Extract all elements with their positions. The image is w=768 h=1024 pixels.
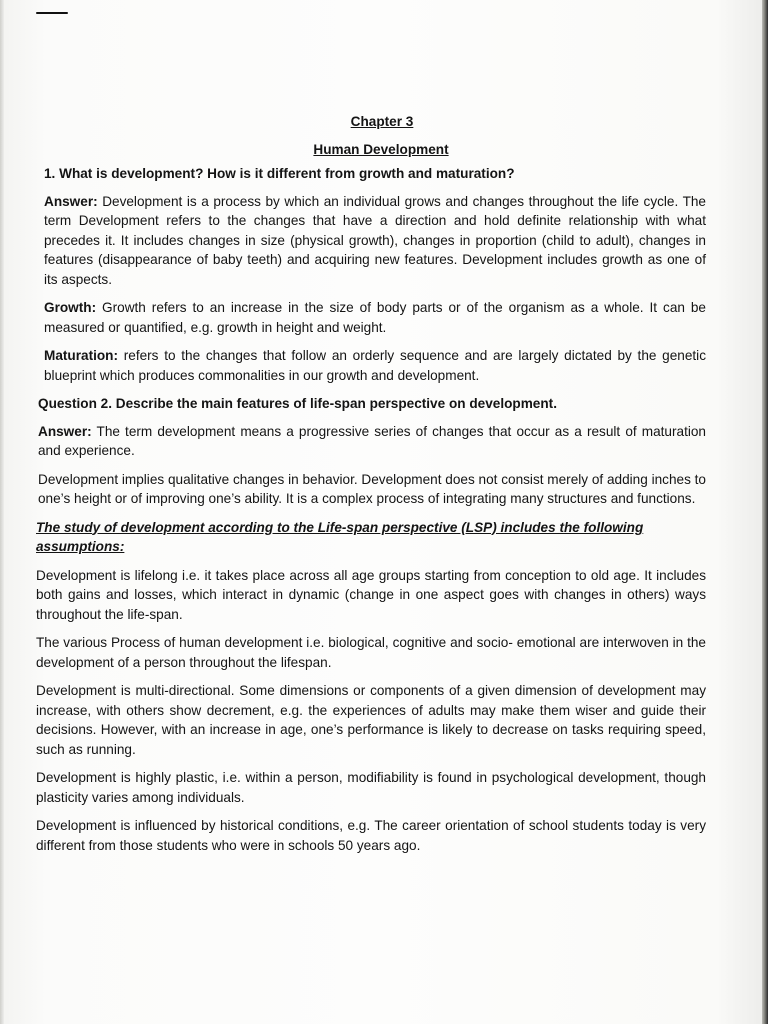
plastic-paragraph: Development is highly plastic, i.e. within a person, modifiability is found in psychological development, though plasticity varies among individuals.	[36, 770, 706, 805]
historical-paragraph: Development is influenced by historical conditions, e.g. The career orientation of school students today is very different from those students who were in schools 50 years ago.	[36, 818, 706, 853]
page-left-edge	[0, 0, 4, 1024]
answer-2-label: Answer:	[38, 423, 92, 439]
question-1: 1. What is development? How is it different from growth and maturation?	[44, 166, 515, 181]
answer-1-label: Answer:	[44, 193, 98, 209]
answer-2-paragraph	[34, 422, 706, 461]
interwoven-paragraph: The various Process of human development i.e. biological, cognitive and socio- emotional are interwoven in the development of a person throughout the lifespan.	[36, 635, 706, 670]
chapter-heading: Chapter 3	[350, 114, 414, 129]
lifelong-paragraph: Development is lifelong i.e. it takes place across all age groups starting from conception to old age. It includes both gains and losses, which interact in dynamic (change in one aspect goes with changes in others) ways throughout the life-span.	[36, 567, 706, 622]
pen-mark	[36, 12, 68, 14]
assumptions-heading: The study of development according to the Life-span perspective (LSP) includes the following assumptions:	[36, 519, 644, 554]
multidirectional-paragraph: Development is multi-directional. Some dimensions or components of a given dimension of development may increase, with others show decrement, e.g. the experiences of adults may make them wiser and guide their decisions. However, with an increase in age, one’s performance is likely to decrease on tasks requiring speed, such as running.	[36, 683, 706, 757]
page-content	[34, 112, 706, 864]
answer-1-text: Development is a process by which an individual grows and changes throughout the life cycle. The term Development refers to the changes that have a direction and hold definite relationship with what precedes it. It includes changes in size (physical growth), changes in proportion (child to adult), changes in features (disappearance of baby teeth) and acquiring new features. Development includes growth as one of its aspects.	[44, 193, 706, 287]
maturation-label: Maturation:	[44, 348, 119, 363]
page-right-edge	[762, 0, 768, 1024]
growth-label: Growth:	[44, 300, 97, 315]
answer-1-paragraph	[34, 192, 706, 290]
growth-paragraph	[34, 298, 706, 337]
maturation-paragraph	[34, 346, 706, 385]
question-2: Question 2. Describe the main features of life-span perspective on development.	[38, 396, 557, 411]
answer-2-text: The term development means a progressive series of changes that occur as a result of maturation and experience.	[38, 423, 706, 458]
maturation-text: refers to the changes that follow an orderly sequence and are largely dictated by the genetic blueprint which produces commonalities in our growth and development.	[44, 348, 706, 383]
growth-text: Growth refers to an increase in the size of body parts or of the organism as a whole. It can be measured or quantified, e.g. growth in height and weight.	[44, 300, 706, 335]
chapter-title: Human Development	[313, 141, 449, 157]
qualitative-paragraph: Development implies qualitative changes in behavior. Development does not consist merely of adding inches to one’s height or of improving one’s ability. It is a complex process of integrating many structures and functions.	[38, 471, 706, 506]
